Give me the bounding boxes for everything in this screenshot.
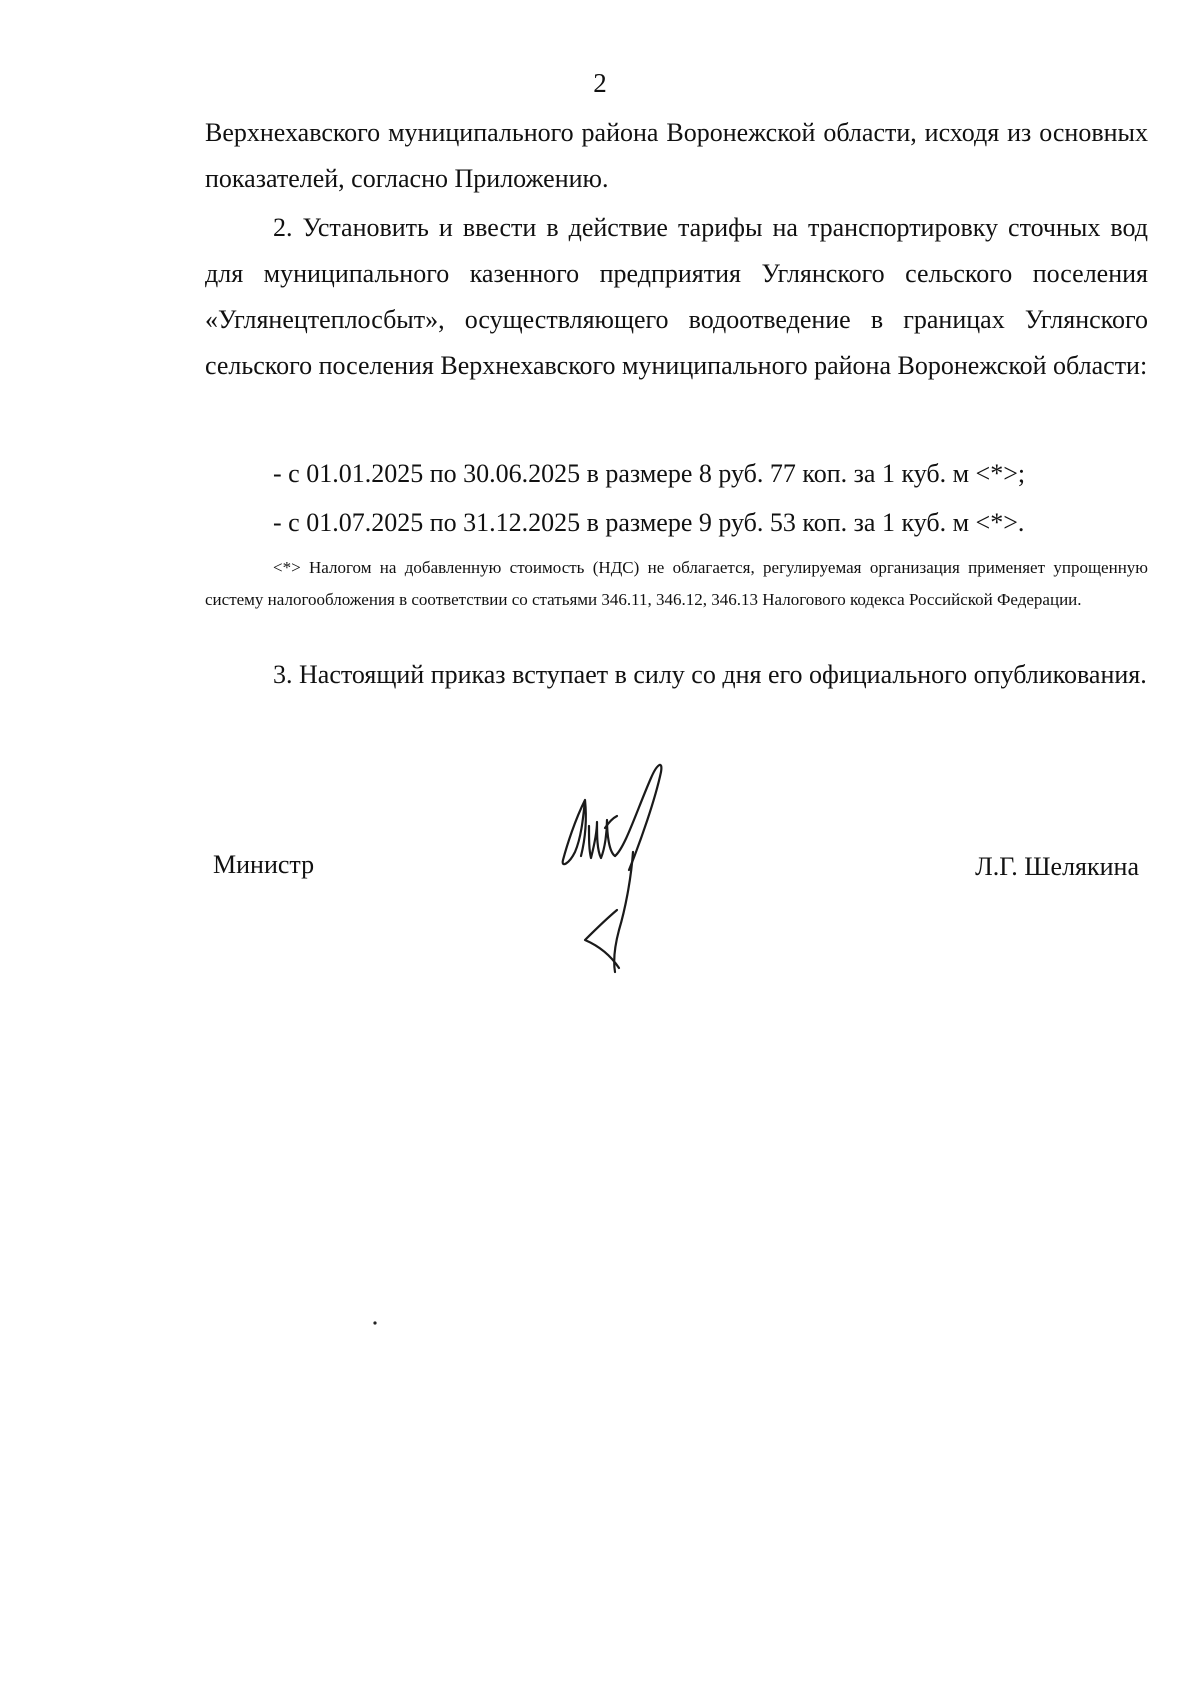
paragraph-item-3: 3. Настоящий приказ вступает в силу со дня его официального опубликования. [273, 660, 1147, 689]
signatory-title: Министр [213, 850, 315, 879]
tariff-line-second-half: - с 01.07.2025 по 31.12.2025 в размере 9 руб. 53 коп. за 1 куб. м <*>. [273, 508, 1025, 537]
tax-footnote: <*> Налогом на добавленную стоимость (НДС) не облагается, регулируемая организация применяет упрощенную систему налогообложения в соответствии со статьями 346.11, 346.12, 346.13 Налогового кодекса Российской Федерации. [205, 558, 1148, 609]
paragraph-item-2: 2. Установить и ввести в действие тарифы на транспортировку сточных вод для муниципального казенного предприятия Углянского сельского поселения «Углянецтеплосбыт», осуществляющего водоотведение в границах Углянского сельского поселения Верхнехавского муниципального района Воронежской области: [205, 213, 1148, 380]
tariff-line-first-half: - с 01.01.2025 по 30.06.2025 в размере 8 руб. 77 коп. за 1 куб. м <*>; [273, 459, 1026, 488]
paragraph-continuation: Верхнехавского муниципального района Воронежской области, исходя из основных показателей, согласно Приложению. [205, 118, 1148, 193]
handwritten-signature [545, 760, 720, 985]
signatory-name: Л.Г. Шелякина [975, 852, 1139, 881]
scan-speck [372, 1320, 378, 1326]
page-number: 2 [593, 68, 607, 98]
